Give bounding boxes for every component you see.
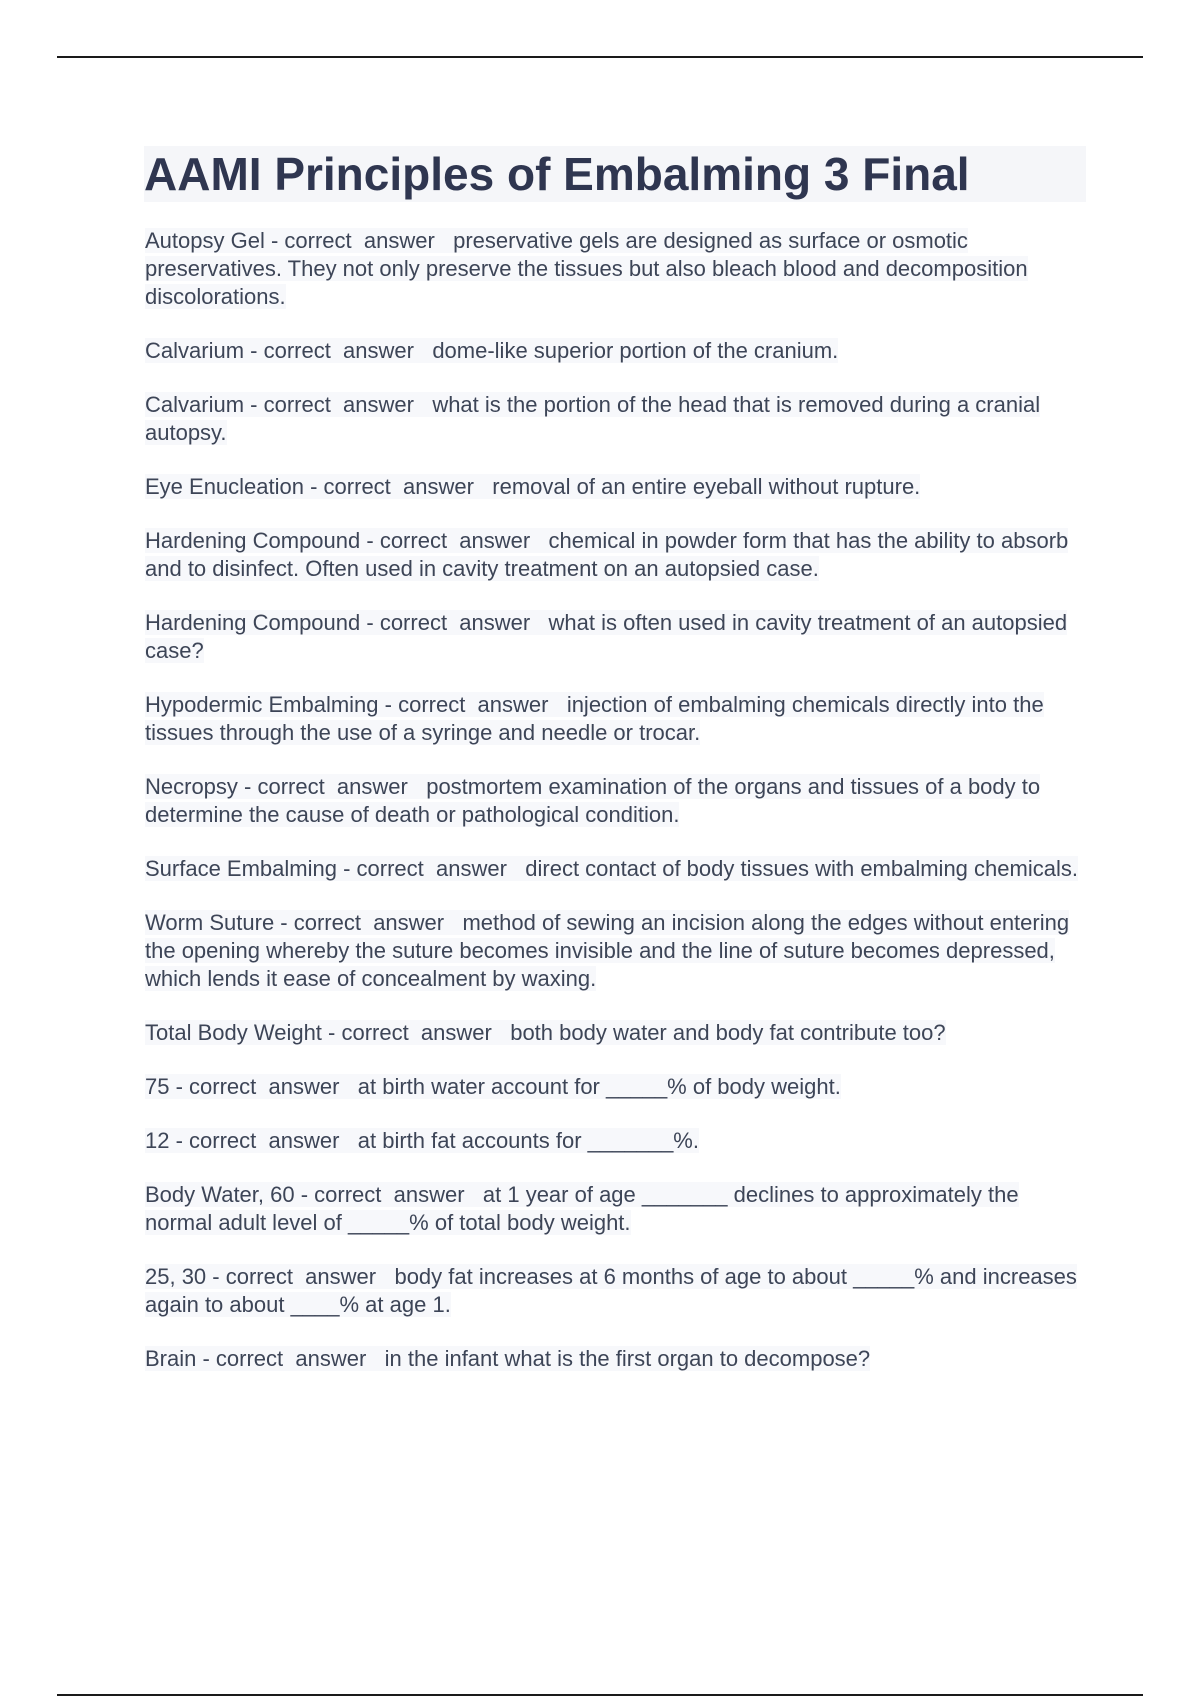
answer-marker: - correct answer [294,1182,483,1207]
page-title: AAMI Principles of Embalming 3 Final [144,146,1086,202]
flashcard-entry [145,909,1090,993]
flashcard-text [145,1264,1077,1317]
answer-marker: - correct answer [264,228,454,253]
flashcard-definition: preservative gels are designed as surface or osmotic preservatives. They not only preserve the tissues but also bleach blood and decomposition discolorations. [145,228,1028,309]
footer-rule [57,1694,1143,1696]
flashcard-term: Hardening Compound [145,610,361,635]
answer-marker: - correct answer [237,774,427,799]
flashcard-definition: method of sewing an incision along the edges without entering the opening whereby the suture becomes invisible and the line of suture becomes depressed, which lends it ease of concealment by waxing. [145,910,1070,991]
flashcard-text [145,692,1044,745]
flashcard-entry [145,473,1090,501]
flashcard-term: 25, 30 [145,1264,207,1289]
flashcard-definition: removal of an entire eyeball without rupture. [492,474,921,499]
answer-marker: - correct answer [304,474,493,499]
flashcard-term: Brain [145,1346,197,1371]
answer-marker: - correct answer [360,528,549,553]
flashcard-definition: postmortem examination of the organs and tissues of a body to determine the cause of death or pathological condition. [145,774,1041,827]
flashcard-term: Calvarium [145,392,245,417]
flashcard-term: Worm Suture [145,910,275,935]
flashcard-text [145,1346,870,1371]
flashcard-text [145,1020,946,1045]
flashcard-definition: what is often used in cavity treatment of an autopsied case? [145,610,1068,663]
flashcard-definition: at birth water account for _____% of body weight. [357,1074,841,1099]
answer-marker: - correct answer [206,1264,395,1289]
flashcard-entry [145,1345,1090,1373]
flashcard-term: 12 [145,1128,170,1153]
answer-marker: - correct answer [196,1346,385,1371]
flashcard-text [145,392,1040,445]
flashcard-entry [145,227,1090,311]
answer-marker: - correct answer [244,338,433,363]
flashcard-definition: in the infant what is the first organ to decompose? [384,1346,871,1371]
flashcard-text [145,774,1040,827]
flashcard-definition: at birth fat accounts for _______%. [357,1128,699,1153]
flashcard-term: Surface Embalming [145,856,337,881]
flashcard-text [145,474,920,499]
answer-marker: - correct answer [169,1074,358,1099]
flashcard-definition: dome-like superior portion of the cranium. [432,338,839,363]
flashcard-term: Eye Enucleation [145,474,304,499]
flashcard-definition: direct contact of body tissues with embalming chemicals. [525,856,1078,881]
flashcard-text [145,910,1069,991]
flashcard-term: Necropsy [145,774,238,799]
flashcard-definition: both body water and body fat contribute too? [510,1020,946,1045]
flashcard-entry [145,773,1090,829]
flashcard-text [145,228,1028,309]
flashcard-text [145,528,1068,581]
answer-marker: - correct answer [360,610,549,635]
flashcard-entry [145,527,1090,583]
flashcard-text [145,1128,699,1153]
flashcard-entry [145,1127,1090,1155]
flashcard-term: Autopsy Gel [145,228,265,253]
flashcard-definition: what is the portion of the head that is removed during a cranial autopsy. [145,392,1041,445]
flashcard-entry [145,1019,1090,1047]
answer-marker: - correct answer [321,1020,511,1045]
flashcard-entry [145,691,1090,747]
flashcard-term: Hypodermic Embalming [145,692,379,717]
flashcard-term: Body Water, 60 [145,1182,295,1207]
flashcard-entry [145,855,1090,883]
flashcard-text [145,856,1078,881]
flashcard-term: Calvarium [145,338,245,363]
answer-marker: - correct answer [244,392,433,417]
flashcard-text [145,610,1067,663]
flashcard-definition: at 1 year of age _______ declines to approximately the normal adult level of _____% of total body weight. [145,1182,1019,1235]
answer-marker: - correct answer [378,692,567,717]
flashcard-entry [145,1263,1090,1319]
flashcard-entry [145,609,1090,665]
flashcard-definition: body fat increases at 6 months of age to about _____% and increases again to about ____% at age 1. [145,1264,1077,1317]
flashcard-text [145,1074,841,1099]
answer-marker: - correct answer [274,910,463,935]
answer-marker: - correct answer [336,856,526,881]
flashcard-definition: injection of embalming chemicals directly into the tissues through the use of a syringe and needle or trocar. [145,692,1044,745]
flashcard-text [145,338,838,363]
flashcard-term: Hardening Compound [145,528,361,553]
flashcard-entry [145,337,1090,365]
answer-marker: - correct answer [169,1128,358,1153]
flashcard-entry [145,391,1090,447]
flashcard-text [145,1182,1019,1235]
flashcard-term: 75 [145,1074,170,1099]
flashcard-list [145,227,1090,1399]
flashcard-entry [145,1181,1090,1237]
flashcard-term: Total Body Weight [145,1020,322,1045]
flashcard-definition: chemical in powder form that has the ability to absorb and to disinfect. Often used in cavity treatment on an autopsied case. [145,528,1069,581]
flashcard-entry [145,1073,1090,1101]
header-rule [57,56,1143,58]
